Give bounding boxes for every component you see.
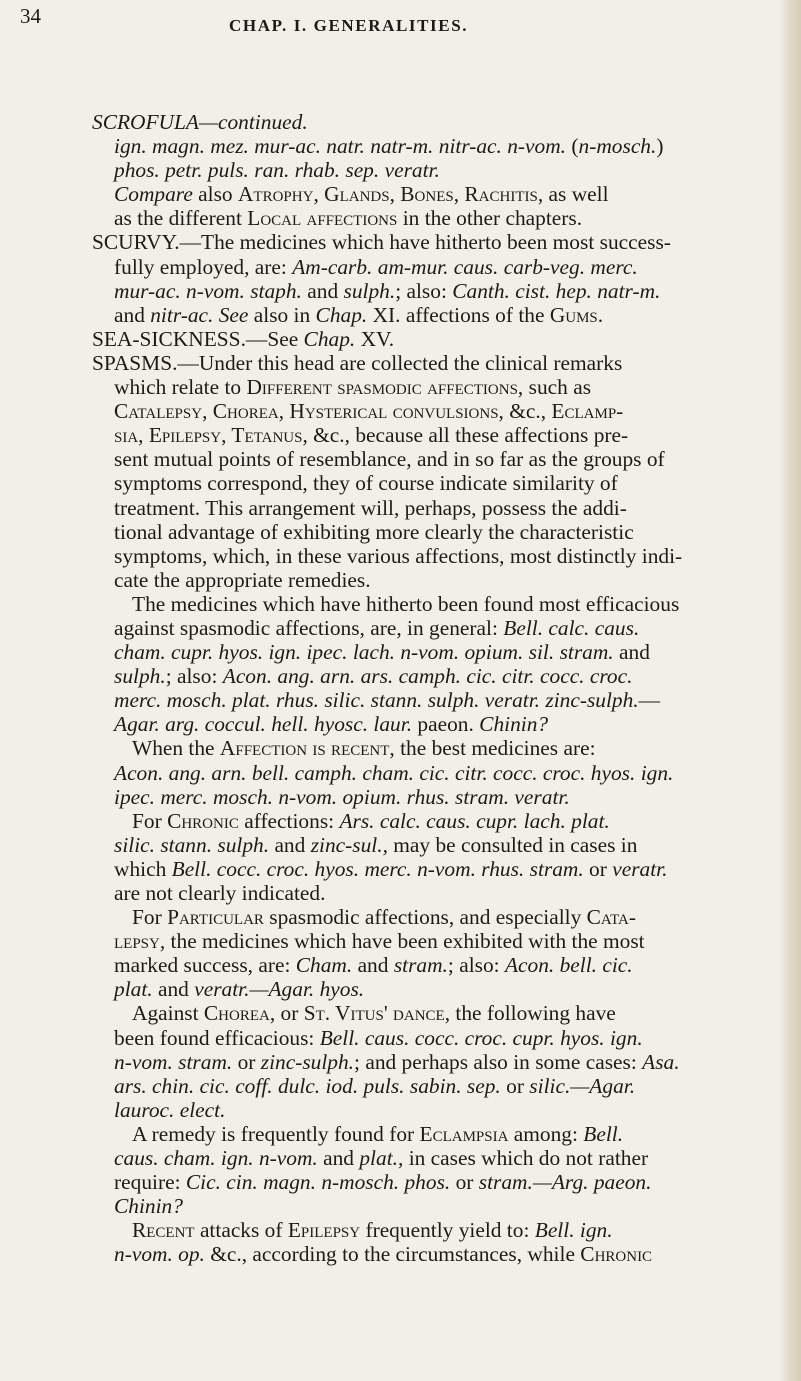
text-line: Compare also Atrophy, Glands, Bones, Rachitis, as well: [114, 182, 609, 207]
text-line: Catalepsy, Chorea, Hysterical convulsions, &c., Eclamp-: [114, 399, 624, 424]
page-number: 34: [20, 4, 41, 28]
text-line: Chinin?: [114, 1194, 183, 1219]
text-line: fully employed, are: Am-carb. am-mur. caus. carb-veg. merc.: [114, 254, 638, 279]
body-text: [92, 110, 772, 1267]
text-line: which relate to Different spasmodic affections, such as: [114, 375, 592, 400]
text-line: SEA-SICKNESS.—See Chap. XV.: [92, 326, 395, 351]
text-line: tional advantage of exhibiting more clearly the characteristic: [114, 519, 634, 544]
text-line: sia, Epilepsy, Tetanus, &c., because all these affections pre-: [114, 423, 629, 448]
text-line: For Chronic affections: Ars. calc. caus. cupr. lach. plat.: [132, 808, 610, 833]
text-line: treatment. This arrangement will, perhaps, possess the addi-: [114, 495, 627, 520]
text-line: For Particular spasmodic affections, and especially Cata-: [132, 905, 637, 930]
text-line: phos. petr. puls. ran. rhab. sep. veratr.: [114, 158, 440, 183]
text-line: SCROFULA—continued.: [92, 110, 308, 134]
text-line: ipec. merc. mosch. n-vom. opium. rhus. stram. veratr.: [114, 784, 570, 809]
text-line: SPASMS.—Under this head are collected the clinical remarks: [92, 350, 623, 375]
text-line: ars. chin. cic. coff. dulc. iod. puls. sabin. sep. or silic.—Agar.: [114, 1073, 636, 1098]
text-line: are not clearly indicated.: [114, 881, 326, 905]
text-line: been found efficacious: Bell. caus. cocc. croc. cupr. hyos. ign.: [114, 1025, 643, 1050]
text-line: ign. magn. mez. mur-ac. natr. natr-m. nitr-ac. n-vom. (n-mosch.): [114, 134, 664, 159]
text-line: n-vom. stram. or zinc-sulph.; and perhaps also in some cases: Asa.: [114, 1049, 680, 1074]
text-line: as the different Local affections in the other chapters.: [114, 206, 583, 231]
text-line: caus. cham. ign. n-vom. and plat., in cases which do not rather: [114, 1146, 649, 1171]
text-line: lepsy, the medicines which have been exhibited with the most: [114, 929, 645, 954]
text-line: silic. stann. sulph. and zinc-sul., may be consulted in cases in: [114, 832, 638, 857]
text-line: n-vom. op. &c., according to the circumstances, while Chronic: [114, 1242, 653, 1267]
running-head: CHAP. I. GENERALITIES.: [229, 16, 469, 35]
text-line: Recent attacks of Epilepsy frequently yield to: Bell. ign.: [132, 1218, 613, 1243]
text-line: Against Chorea, or St. Vitus' dance, the following have: [132, 1001, 616, 1026]
text-line: cham. cupr. hyos. ign. ipec. lach. n-vom. opium. sil. stram. and: [114, 640, 650, 665]
text-line: cate the appropriate remedies.: [114, 567, 371, 592]
text-line: When the Affection is recent, the best medicines are:: [132, 736, 596, 761]
text-line: merc. mosch. plat. rhus. silic. stann. sulph. veratr. zinc-sulph.—: [114, 688, 661, 713]
text-line: Agar. arg. coccul. hell. hyosc. laur. paeon. Chinin?: [114, 712, 549, 737]
text-line: Acon. ang. arn. bell. camph. cham. cic. citr. cocc. croc. hyos. ign.: [114, 760, 674, 785]
text-line: plat. and veratr.—Agar. hyos.: [114, 977, 365, 1002]
text-line: symptoms, which, in these various affections, most distinctly indi-: [114, 543, 683, 568]
text-line: symptoms correspond, they of course indicate similarity of: [114, 471, 618, 496]
text-line: mur-ac. n-vom. staph. and sulph.; also: Canth. cist. hep. natr-m.: [114, 278, 661, 303]
text-line: against spasmodic affections, are, in general: Bell. calc. caus.: [114, 615, 640, 640]
text-line: and nitr-ac. See also in Chap. XI. affections of the Gums.: [114, 302, 604, 327]
text-line: lauroc. elect.: [114, 1097, 226, 1122]
text-line: sulph.; also: Acon. ang. arn. ars. camph. cic. citr. cocc. croc.: [114, 664, 633, 689]
text-line: require: Cic. cin. magn. n-mosch. phos. or stram.—Arg. paeon.: [114, 1170, 652, 1195]
text-line: sent mutual points of resemblance, and in so far as the groups of: [114, 447, 665, 472]
text-line: which Bell. cocc. croc. hyos. merc. n-vom. rhus. stram. or veratr.: [114, 856, 668, 881]
page-edge: [779, 0, 801, 1381]
text-line: marked success, are: Cham. and stram.; also: Acon. bell. cic.: [114, 953, 633, 978]
text-line: SCURVY.—The medicines which have hitherto been most success-: [92, 230, 671, 255]
text-line: A remedy is frequently found for Eclampsia among: Bell.: [132, 1121, 624, 1146]
text-line: The medicines which have hitherto been found most efficacious: [132, 591, 680, 616]
